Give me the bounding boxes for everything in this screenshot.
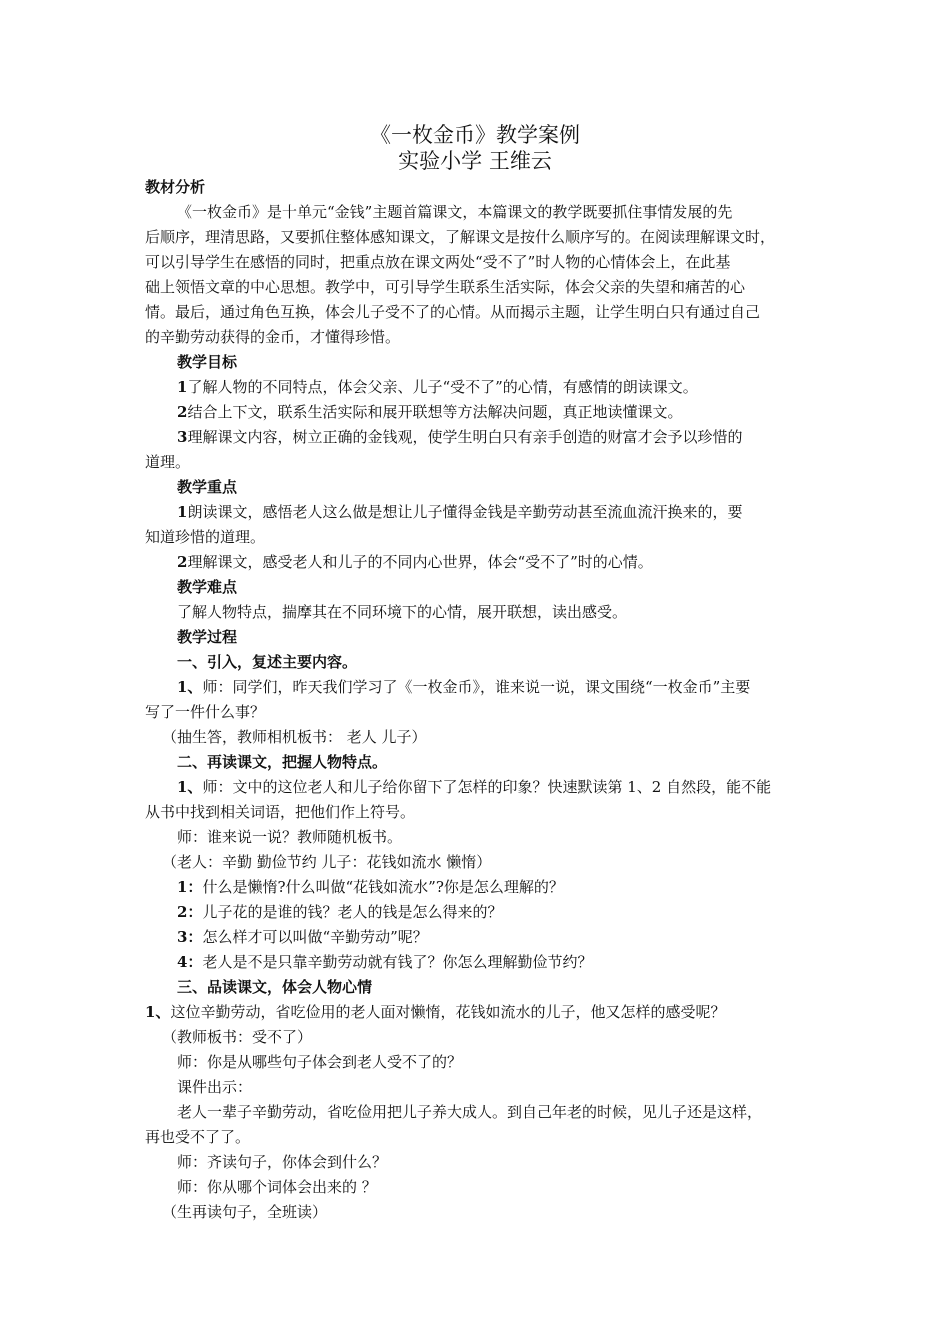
goal-item: [177, 377, 698, 397]
analysis-line: 的辛勤劳动获得的金币，才懂得珍惜。: [145, 328, 401, 346]
question-number: 4：: [177, 953, 203, 971]
goal-text: 了解人物的不同特点，体会父亲、儿子“受不了”的心情，有感情的朗读课文。: [187, 378, 698, 396]
key-point-text: 朗读课文，感悟老人这么做是想让儿子懂得金钱是辛勤劳动甚至流血流汗换来的，要: [187, 503, 743, 521]
question-text: 什么是懒惰?什么叫做“花钱如流水”?你是怎么理解的？: [202, 878, 564, 896]
difficulty-heading: 教学难点: [177, 578, 238, 596]
step2-question-cont: 从书中找到相关词语，把他们作上符号。: [145, 803, 416, 821]
key-point-text-cont: 知道珍惜的道理。: [145, 528, 266, 546]
goal-text-cont: 道理。: [145, 453, 191, 471]
step1-note: （抽生答，教师相机板书： 老人 儿子）: [162, 728, 427, 746]
step1-question: [177, 677, 750, 697]
step3-heading: 三、品读课文，体会人物心情: [177, 978, 373, 996]
step1-question-cont: 写了一件什么事？: [145, 703, 266, 721]
step2-teacher: 师：谁来说一说？教师随机板书。: [177, 828, 403, 846]
step2-question: [177, 777, 771, 797]
key-point-number: 2: [177, 553, 188, 571]
key-point-item: [177, 502, 742, 522]
analysis-line: 础上领悟文章的中心思想。教学中，可引导学生联系生活实际，体会父亲的失望和痛苦的心: [145, 278, 746, 296]
step3-board: （教师板书：受不了）: [162, 1028, 313, 1046]
question-number: 3：: [177, 928, 203, 946]
question-number: 1：: [177, 878, 203, 896]
question-number: 1、: [177, 778, 203, 796]
question-text: 儿子花的是谁的钱？老人的钱是怎么得来的？: [202, 903, 503, 921]
question-text: 怎么样才可以叫做“辛勤劳动”呢？: [202, 928, 428, 946]
question-item: [177, 927, 428, 947]
step3-courseware: 课件出示：: [177, 1078, 253, 1096]
question-item: [177, 902, 502, 922]
key-points-heading: 教学重点: [177, 478, 238, 496]
step3-note: （生再读句子，全班读）: [162, 1203, 328, 1221]
step3-teacher: 师：齐读句子，你体会到什么？: [177, 1153, 388, 1171]
question-number: 1、: [145, 1003, 171, 1021]
key-point-text: 理解课文，感受老人和儿子的不同内心世界，体会“受不了”时的心情。: [187, 553, 653, 571]
document-author: 实验小学 王维云: [398, 149, 552, 173]
analysis-line: 可以引导学生在感悟的同时，把重点放在课文两处“受不了”时人物的心情体会上，在此基: [145, 253, 731, 271]
question-number: 1、: [177, 678, 203, 696]
step3-quote: 老人一辈子辛勤劳动，省吃俭用把儿子养大成人。到自己年老的时候，见儿子还是这样，: [177, 1103, 763, 1121]
key-point-item: [177, 552, 653, 572]
document-title: 《一枚金币》教学案例: [370, 123, 580, 147]
goals-heading: 教学目标: [177, 353, 238, 371]
process-heading: 教学过程: [177, 628, 238, 646]
step2-heading: 二、再读课文，把握人物特点。: [177, 753, 388, 771]
question-text: 师：同学们，昨天我们学习了《一枚金币》，谁来说一说，课文围绕“一枚金币”主要: [202, 678, 751, 696]
goal-text: 理解课文内容，树立正确的金钱观，使学生明白只有亲手创造的财富才会予以珍惜的: [187, 428, 743, 446]
step2-board: （老人：辛勤 勤俭节约 儿子：花钱如流水 懒惰）: [162, 853, 492, 871]
step3-teacher: 师：你是从哪些句子体会到老人受不了的？: [177, 1053, 463, 1071]
analysis-line: 《一枚金币》是十单元“金钱”主题首篇课文，本篇课文的教学既要抓住事情发展的先: [177, 203, 733, 221]
goal-number: 3: [177, 428, 188, 446]
question-text: 这位辛勤劳动，省吃俭用的老人面对懒惰，花钱如流水的儿子，他又怎样的感受呢？: [170, 1003, 726, 1021]
goal-number: 2: [177, 403, 188, 421]
goal-item: [177, 427, 742, 447]
step1-heading: 一、引入，复述主要内容。: [177, 653, 358, 671]
question-item: [177, 877, 564, 897]
analysis-line: 后顺序，理清思路，又要抓住整体感知课文，了解课文是按什么顺序写的。在阅读理解课文时，: [145, 228, 776, 246]
key-point-number: 1: [177, 503, 188, 521]
step3-question: [145, 1002, 725, 1022]
goal-number: 1: [177, 378, 188, 396]
goal-text: 结合上下文，联系生活实际和展开联想等方法解决问题，真正地读懂课文。: [187, 403, 683, 421]
question-text: 老人是不是只靠辛勤劳动就有钱了？你怎么理解勤俭节约？: [202, 953, 593, 971]
question-item: [177, 952, 592, 972]
goal-item: [177, 402, 682, 422]
question-number: 2：: [177, 903, 203, 921]
step3-teacher: 师：你从哪个词体会出来的 ？: [177, 1178, 377, 1196]
analysis-heading: 教材分析: [145, 178, 206, 196]
step3-quote-cont: 再也受不了了。: [145, 1128, 251, 1146]
difficulty-text: 了解人物特点，揣摩其在不同环境下的心情，展开联想，读出感受。: [177, 603, 628, 621]
analysis-line: 情。最后，通过角色互换，体会儿子受不了的心情。从而揭示主题，让学生明白只有通过自己: [145, 303, 761, 321]
question-text: 师：文中的这位老人和儿子给你留下了怎样的印象？快速默读第 1、2 自然段，能不能: [202, 778, 772, 796]
